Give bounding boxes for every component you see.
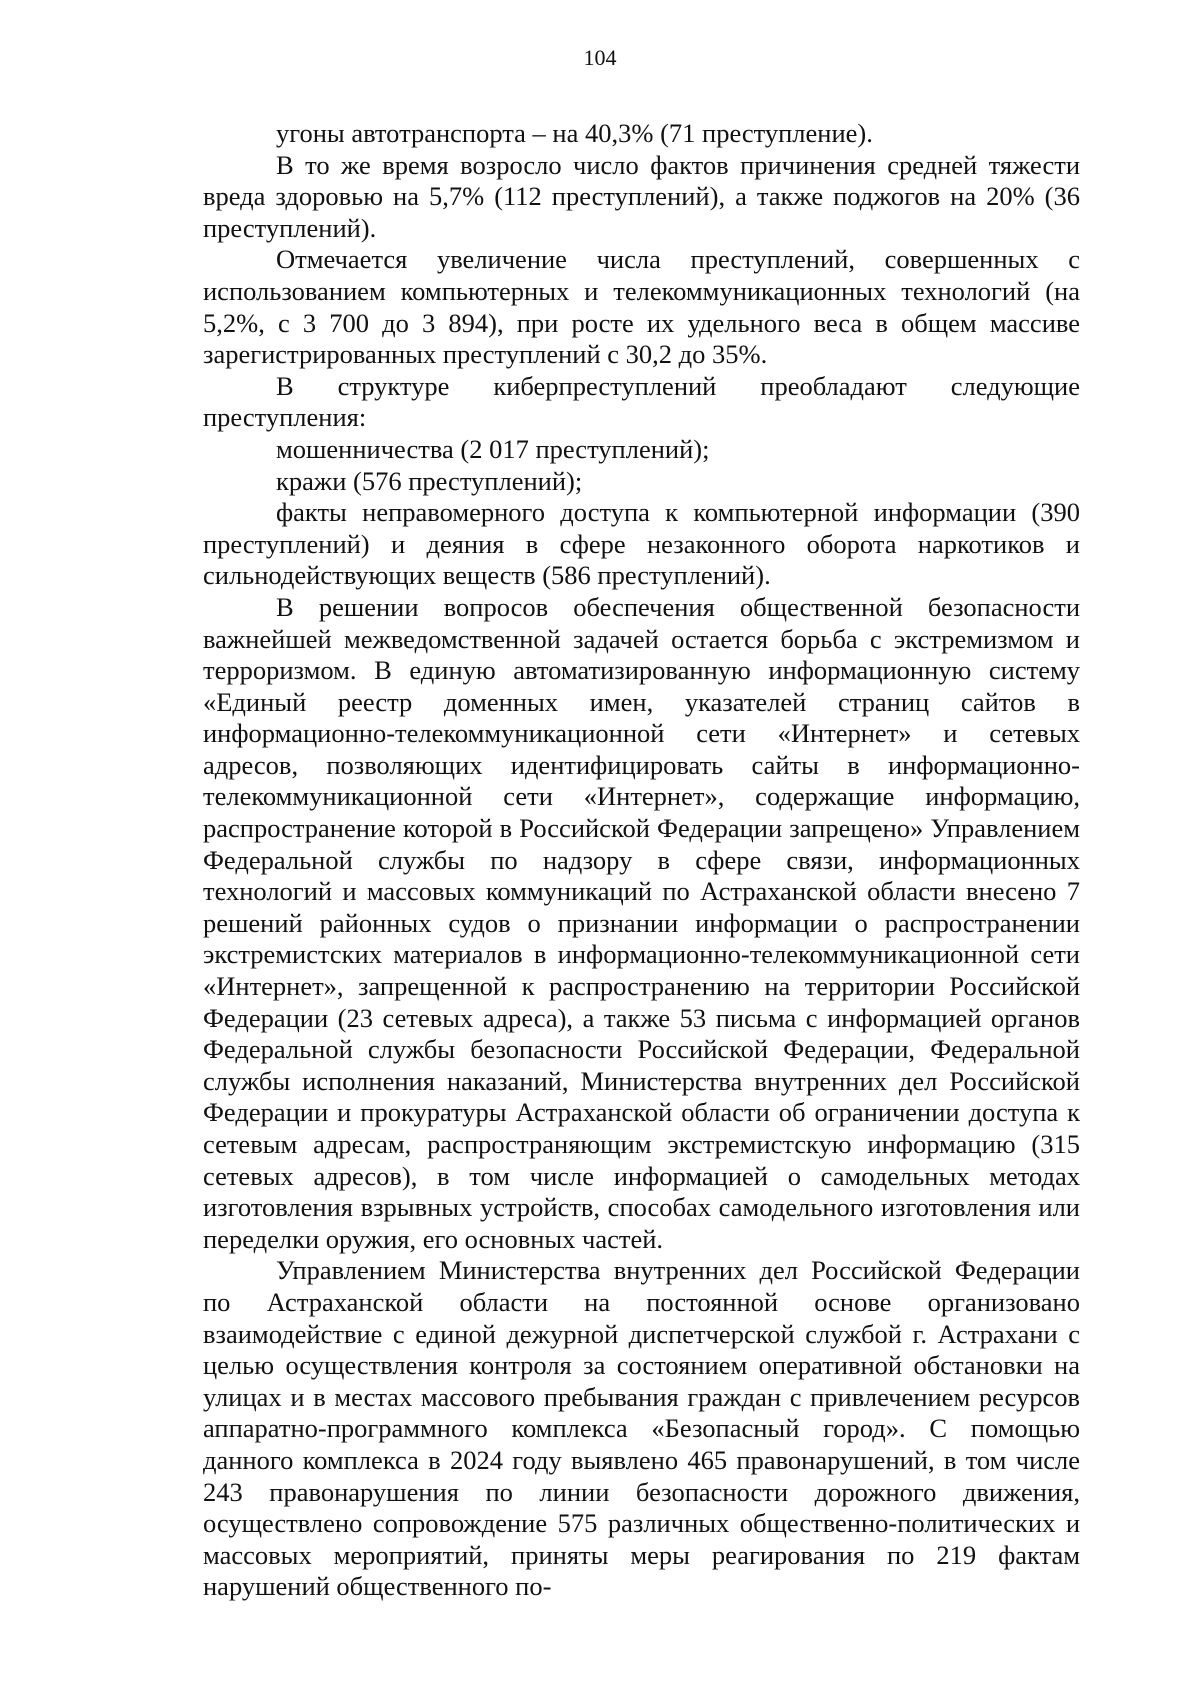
page-number: 104 (583, 45, 617, 70)
paragraph-cybercrime-structure: В структуре киберпреступлений преобладают следующие преступления: (203, 370, 1080, 433)
paragraph-bodily-harm: В то же время возросло число фактов причинения средней тяжести вреда здоровью на 5,7% (112 преступлений), а также поджогов на 20% (36 преступлений). (203, 149, 1080, 243)
body-text (203, 118, 1080, 1603)
paragraph-cybercrime-growth: Отмечается увеличение числа преступлений, совершенных с использованием компьютерных и телекоммуникационных технологий (на 5,2%, с 3 700 до 3 894), при росте их удельного веса в общем массиве зарегистрированных преступлений с 30,2 до 35%. (203, 244, 1080, 370)
paragraph-extremism: В решении вопросов обеспечения общественной безопасности важнейшей межведомственной задачей остается борьба с экстремизмом и терроризмом. В единую автоматизированную информационную систему «Единый реестр доменных имен, указателей страниц сайтов в информационно-телекоммуникационной сети «Интернет» и сетевых адресов, позволяющих идентифицировать сайты в информационно-телекоммуникационной сети «Интернет», содержащие информацию, распространение которой в Российской Федерации запрещено» Управлением Федеральной службы по надзору в сфере связи, информационных технологий и массовых коммуникаций по Астраханской области внесено 7 решений районных судов о признании информации о распространении экстремистских материалов в информационно-телекоммуникационной сети «Интернет», запрещенной к распространению на территории Российской Федерации (23 сетевых адреса), а также 53 письма с информацией органов Федеральной службы безопасности Российской Федерации, Федеральной службы исполнения наказаний, Министерства внутренних дел Российской Федерации и прокуратуры Астраханской области об ограничении доступа к сетевым адресам, распространяющим экстремистскую информацию (315 сетевых адресов), в том числе информацией о самодельных методах изготовления взрывных устройств, способах самодельного изготовления или переделки оружия, его основных частей. (203, 591, 1080, 1254)
list-item-fraud: мошенничества (2 017 преступлений); (276, 433, 710, 464)
paragraph-car-theft: угоны автотранспорта – на 40,3% (71 преступление). (276, 118, 873, 148)
list-item-theft: кражи (576 преступлений); (276, 465, 583, 496)
paragraph-safe-city: Управлением Министерства внутренних дел Российской Федерации по Астраханской области на постоянной основе организовано взаимодействие с единой дежурной диспетчерской службой г. Астрахани с целью осуществления контроля за состоянием оперативной обстановки на улицах и в местах массового пребывания граждан с привлечением ресурсов аппаратно-программного комплекса «Безопасный город». С помощью данного комплекса в 2024 году выявлено 465 правонарушений, в том числе 243 правонарушения по линии безопасности дорожного движения, осуществлено сопровождение 575 различных общественно-политических и массовых мероприятий, приняты меры реагирования по 219 фактам нарушений общественного по- (203, 1255, 1080, 1602)
list-item-unauthorized-access: факты неправомерного доступа к компьютерной информации (390 преступлений) и деяния в сфере незаконного оборота наркотиков и сильнодействующих веществ (586 преступлений). (203, 497, 1080, 591)
